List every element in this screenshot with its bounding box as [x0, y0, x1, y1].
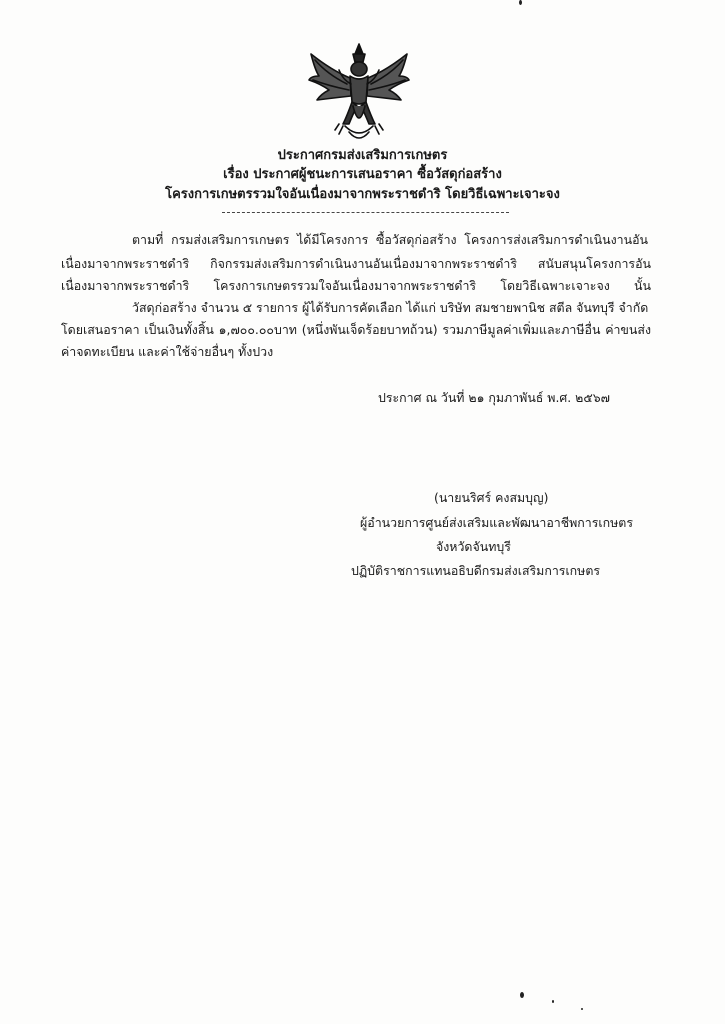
scan-speck [581, 1008, 583, 1010]
body-line: ค่าจดทะเบียน และค่าใช้จ่ายอื่นๆ ทั้งปวง [61, 344, 274, 359]
scan-speck [552, 1000, 554, 1003]
body-line: โดยเสนอราคา เป็นเงินทั้งสิ้น ๑,๗๐๐.๐๐บาท (หนึ่งพันเจ็ดร้อยบาทถ้วน) รวมภาษีมูลค่าเพิ่มและภาษีอื่น ค่าขนส่ง [61, 322, 651, 337]
signatory-name: (นายนริศร์ คงสมบุญ) [434, 490, 549, 505]
garuda-emblem-icon [303, 40, 415, 152]
body-line: ตามที่ กรมส่งเสริมการเกษตร ได้มีโครงการ ซื้อวัสดุก่อสร้าง โครงการส่งเสริมการดำเนินงานอัน [132, 232, 648, 247]
scan-speck [519, 0, 522, 5]
announcement-subject: เรื่อง ประกาศผู้ชนะการเสนอราคา ซื้อวัสดุก่อสร้าง [223, 167, 502, 182]
announcement-title: ประกาศกรมส่งเสริมการเกษตร [277, 148, 448, 163]
body-line: เนื่องมาจากพระราชดำริ กิจกรรมส่งเสริมการดำเนินงานอันเนื่องมาจากพระราชดำริ สนับสนุนโครงการอัน [61, 256, 651, 271]
body-line: เนื่องมาจากพระราชดำริ โครงการเกษตรรวมใจอันเนื่องมาจากพระราชดำริ โดยวิธีเฉพาะเจาะจง นั้น [61, 278, 651, 293]
dashed-divider [222, 212, 509, 213]
body-line: วัสดุก่อสร้าง จำนวน ๕ รายการ ผู้ได้รับการคัดเลือก ได้แก่ บริษัท สมชายพานิช สตีล จันทบุรี จำกัด [132, 300, 649, 315]
announcement-date: ประกาศ ณ วันที่ ๒๑ กุมภาพันธ์ พ.ศ. ๒๕๖๗ [378, 390, 610, 405]
signatory-province: จังหวัดจันทบุรี [436, 539, 511, 554]
scan-speck [520, 992, 524, 998]
signatory-acting-for: ปฏิบัติราชการแทนอธิบดีกรมส่งเสริมการเกษตร [351, 563, 601, 578]
signatory-position: ผู้อำนวยการศูนย์ส่งเสริมและพัฒนาอาชีพการเกษตร [360, 515, 634, 530]
project-name: โครงการเกษตรรวมใจอันเนื่องมาจากพระราชดำริ โดยวิธีเฉพาะเจาะจง [165, 187, 560, 202]
